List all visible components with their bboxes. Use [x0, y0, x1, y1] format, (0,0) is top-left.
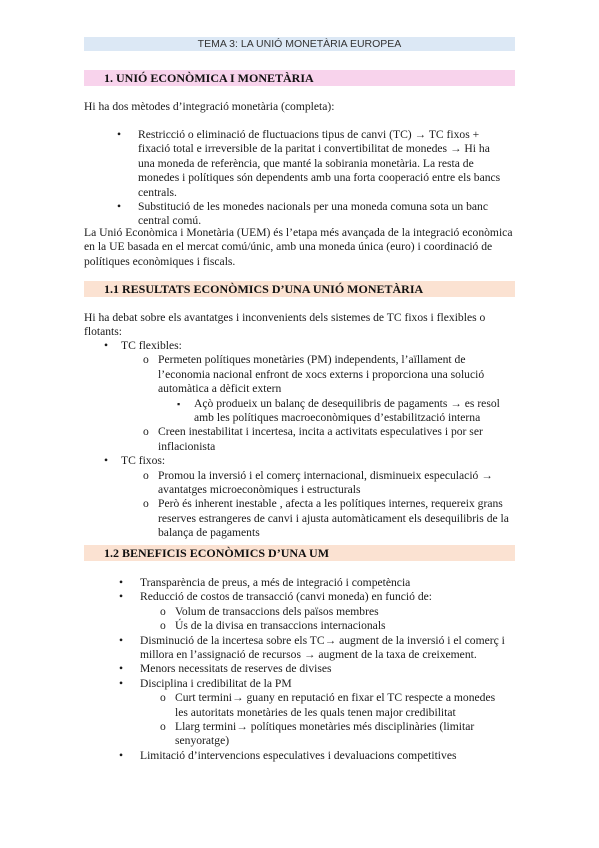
- list-item: [104, 339, 501, 353]
- bullet-marker: •: [117, 128, 122, 141]
- list-item: [119, 748, 510, 763]
- list-item: [119, 576, 510, 590]
- bullet-marker: •: [119, 662, 124, 676]
- bullet-marker: •: [119, 748, 124, 762]
- list-item: [177, 396, 514, 426]
- bullet-marker: •: [119, 676, 124, 690]
- bullet-marker: •: [117, 200, 122, 214]
- list-item: [160, 691, 510, 720]
- list-item-text: TC fixos:: [121, 454, 166, 468]
- bullet-marker: •: [119, 633, 124, 647]
- bullet-marker: •: [119, 590, 124, 604]
- list-item-text: Transparència de preus, a més de integració i competència: [140, 576, 411, 589]
- section1-bullet-list: [0, 128, 599, 229]
- bullet-marker: •: [119, 576, 124, 589]
- circle-marker: o: [143, 497, 149, 511]
- list-item: [143, 353, 513, 396]
- list-item-text: Açò produeix un balanç de desequilibris de pagaments → es resol amb les polítiques macroeconòmiques d’estabilització interna: [194, 396, 500, 425]
- circle-marker: o: [143, 468, 149, 482]
- circle-marker: o: [160, 619, 166, 633]
- list-item-text: Curt termini→ guany en reputació en fixar el TC respecte a monedes les autoritats monetàries de les quals tenen major credibilitat: [175, 691, 496, 719]
- list-item-text: Reducció de costos de transacció (canvi moneda) en funció de:: [140, 590, 432, 604]
- list-item-text: TC flexibles:: [121, 339, 182, 352]
- list-item-text: Però és inherent inestable , afecta a les polítiques internes, requereix grans reserves estrangeres de canvi i ajusta automàticament els desequilibris de la balança de pagaments: [158, 497, 509, 540]
- list-item: [119, 590, 510, 604]
- list-item: [143, 497, 513, 540]
- list-item: [160, 720, 510, 749]
- list-item-text: Substitució de les monedes nacionals per una moneda comuna sota un banc central comú.: [138, 200, 488, 228]
- list-item: [119, 633, 510, 663]
- list-item-text: Volum de transaccions dels països membres: [175, 604, 379, 618]
- list-item: [143, 468, 513, 498]
- circle-marker: o: [160, 691, 166, 705]
- circle-marker: o: [160, 604, 166, 618]
- list-item: [117, 128, 508, 200]
- list-item: [160, 619, 510, 633]
- bullet-marker: •: [104, 339, 109, 352]
- list-item-text: Disminució de la incertesa sobre els TC→ augment de la inversió i el comerç i millora en l’assignació de recursos → augment de la taxa de creixement.: [140, 633, 505, 662]
- circle-marker: o: [160, 720, 166, 734]
- list-item-text: Limitació d’intervencions especulatives i devaluacions competitives: [140, 748, 457, 762]
- section-heading-1: 1. UNIÓ ECONÒMICA I MONETÀRIA: [84, 70, 515, 86]
- list-item-text: Menors necessitats de reserves de divises: [140, 662, 332, 676]
- list-item-text: Permeten polítiques monetàries (PM) independents, l’aïllament de l’economia nacional enfront de xocs externs i proporciona una solució automàtica a dèficit extern: [158, 353, 485, 396]
- list-item: [119, 676, 510, 691]
- list-item-text: Llarg termini→ polítiques monetàries més disciplinàries (limitar senyoratge): [175, 720, 475, 748]
- list-item-text: Ús de la divisa en transaccions internacionals: [175, 619, 386, 633]
- list-item-text: Promou la inversió i el comerç internacional, disminueix especulació → avantatges microeconòmiques i estructurals: [158, 468, 493, 497]
- circle-marker: o: [143, 425, 149, 439]
- section3-list: [0, 576, 599, 763]
- section1-outro: La Unió Econòmica i Monetària (UEM) és l’etapa més avançada de la integració econòmica en la UE basada en el mercat comú/únic, amb una moneda única (euro) i coordinació de polítiques econòmiques i fiscals.: [84, 226, 513, 268]
- section1-intro: Hi ha dos mètodes d’integració monetària (completa):: [84, 100, 335, 113]
- bullet-marker: •: [104, 454, 109, 468]
- section2-intro: Hi ha debat sobre els avantatges i inconvenients dels sistemes de TC fixos i flexibles o flotants:: [84, 311, 486, 339]
- square-marker: ▪: [177, 398, 181, 409]
- list-item-text: Restricció o eliminació de fluctuacions tipus de canvi (TC) → TC fixos + fixació total e irreversible de la paritat i convertibilitat de monedes → Hi ha una moneda de referència, que manté la sobirania monetària. La resta de monedes i polítiques són dependents amb una forta cooperació entre els bancs centrals.: [138, 128, 501, 199]
- section2-list: [0, 339, 599, 541]
- list-item: [143, 425, 513, 454]
- section-heading-1-2: 1.2 BENEFICIS ECONÒMICS D’UNA UM: [84, 545, 515, 561]
- list-item: [117, 200, 508, 229]
- list-item: [160, 604, 510, 619]
- list-item: [104, 454, 501, 468]
- list-item-text: Disciplina i credibilitat de la PM: [140, 676, 292, 690]
- section-heading-1-1: 1.1 RESULTATS ECONÒMICS D’UNA UNIÓ MONETÀRIA: [84, 281, 515, 297]
- page-header: TEMA 3: LA UNIÓ MONETÀRIA EUROPEA: [84, 37, 515, 51]
- list-item: [119, 662, 510, 676]
- circle-marker: o: [143, 353, 149, 367]
- list-item-text: Creen inestabilitat i incertesa, incita a activitats especulatives i por ser inflacionista: [158, 425, 483, 453]
